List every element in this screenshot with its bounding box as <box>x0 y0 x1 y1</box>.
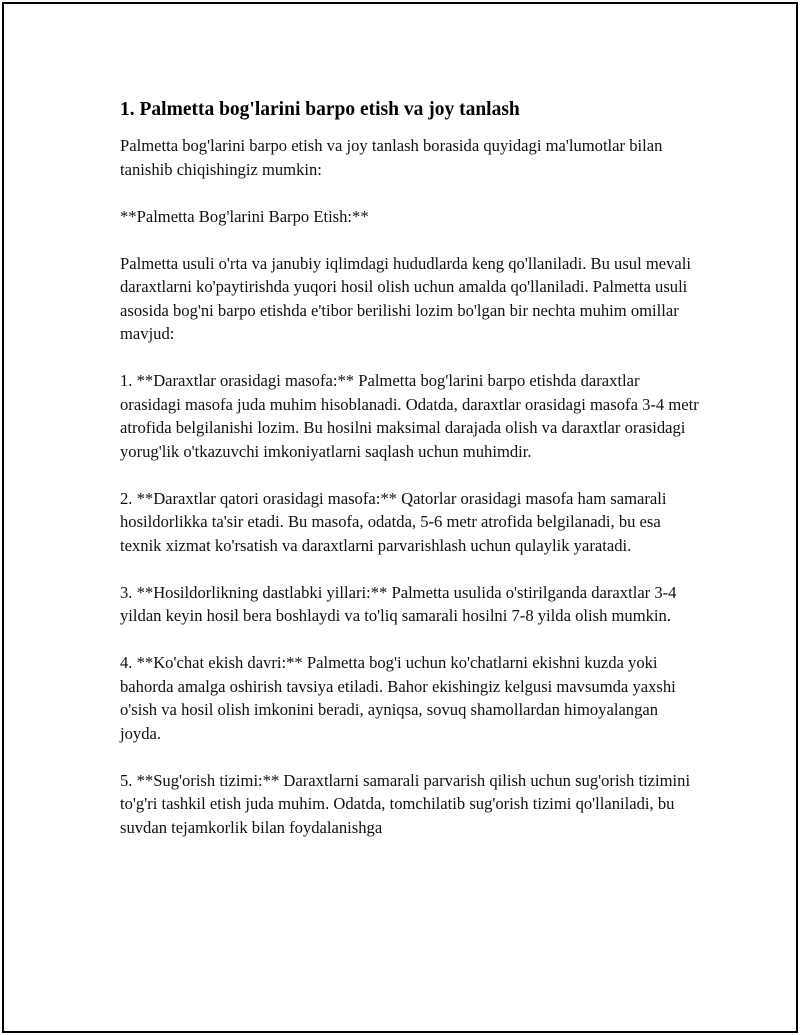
section-heading-paragraph: **Palmetta Bog'larini Barpo Etish:** <box>120 206 369 226</box>
method-paragraph: Palmetta usuli o'rta va janubiy iqlimdagi hududlarda keng qo'llaniladi. Bu usul mevali daraxtlarni ko'paytirishda yuqori hosil olish uchun amalda qo'llaniladi. Palmetta usuli asosida bog'ni barpo etishda e'tibor berilishi lozim bo'lgan bir nechta muhim omillar mavjud: <box>120 253 691 343</box>
document-title: 1. Palmetta bog'larini barpo etish va joy tanlash <box>120 99 520 120</box>
page-frame <box>2 2 798 1033</box>
list-item-row-spacing: 2. **Daraxtlar qatori orasidagi masofa:** Qatorlar orasidagi masofa ham samarali hosildorlikka ta'sir etadi. Bu masofa, odatda, 5-6 metr atrofida belgilanadi, bu esa texnik xizmat ko'rsatish va daraxtlarni parvarishlash uchun qulaylik yaratadi. <box>120 488 667 555</box>
list-item-early-years: 3. **Hosildorlikning dastlabki yillari:** Palmetta usulida o'stirilganda daraxtlar 3-4 yildan keyin hosil bera boshlaydi va to'liq samarali hosilni 7-8 yilda olish mumkin. <box>120 582 677 625</box>
intro-paragraph: Palmetta bog'larini barpo etish va joy tanlash borasida quyidagi ma'lumotlar bilan tanishib chiqishingiz mumkin: <box>120 136 663 179</box>
list-item-tree-spacing: 1. **Daraxtlar orasidagi masofa:** Palmetta bog'larini barpo etishda daraxtlar orasidagi masofa juda muhim hisoblanadi. Odatda, daraxtlar orasidagi masofa 3-4 metr atrofida belgilanishi lozim. Bu hosilni maksimal darajada olish va daraxtlar orasidagi yorug'lik o'tkazuvchi imkoniyatlarni saqlash uchun muhimdir. <box>120 371 699 461</box>
list-item-planting-period: 4. **Ko'chat ekish davri:** Palmetta bog'i uchun ko'chatlarni ekishni kuzda yoki bahorda amalga oshirish tavsiya etiladi. Bahor ekishingiz kelgusi mavsumda yaxshi o'sish va hosil olish imkonini beradi, ayniqsa, sovuq shamollardan himoyalangan joyda. <box>120 653 676 743</box>
document-body <box>120 96 700 863</box>
list-item-irrigation: 5. **Sug'orish tizimi:** Daraxtlarni samarali parvarish qilish uchun sug'orish tizimini to'g'ri tashkil etish juda muhim. Odatda, tomchilatib sug'orish tizimi qo'llaniladi, bu suvdan tejamkorlik bilan foydalanishga <box>120 770 691 837</box>
